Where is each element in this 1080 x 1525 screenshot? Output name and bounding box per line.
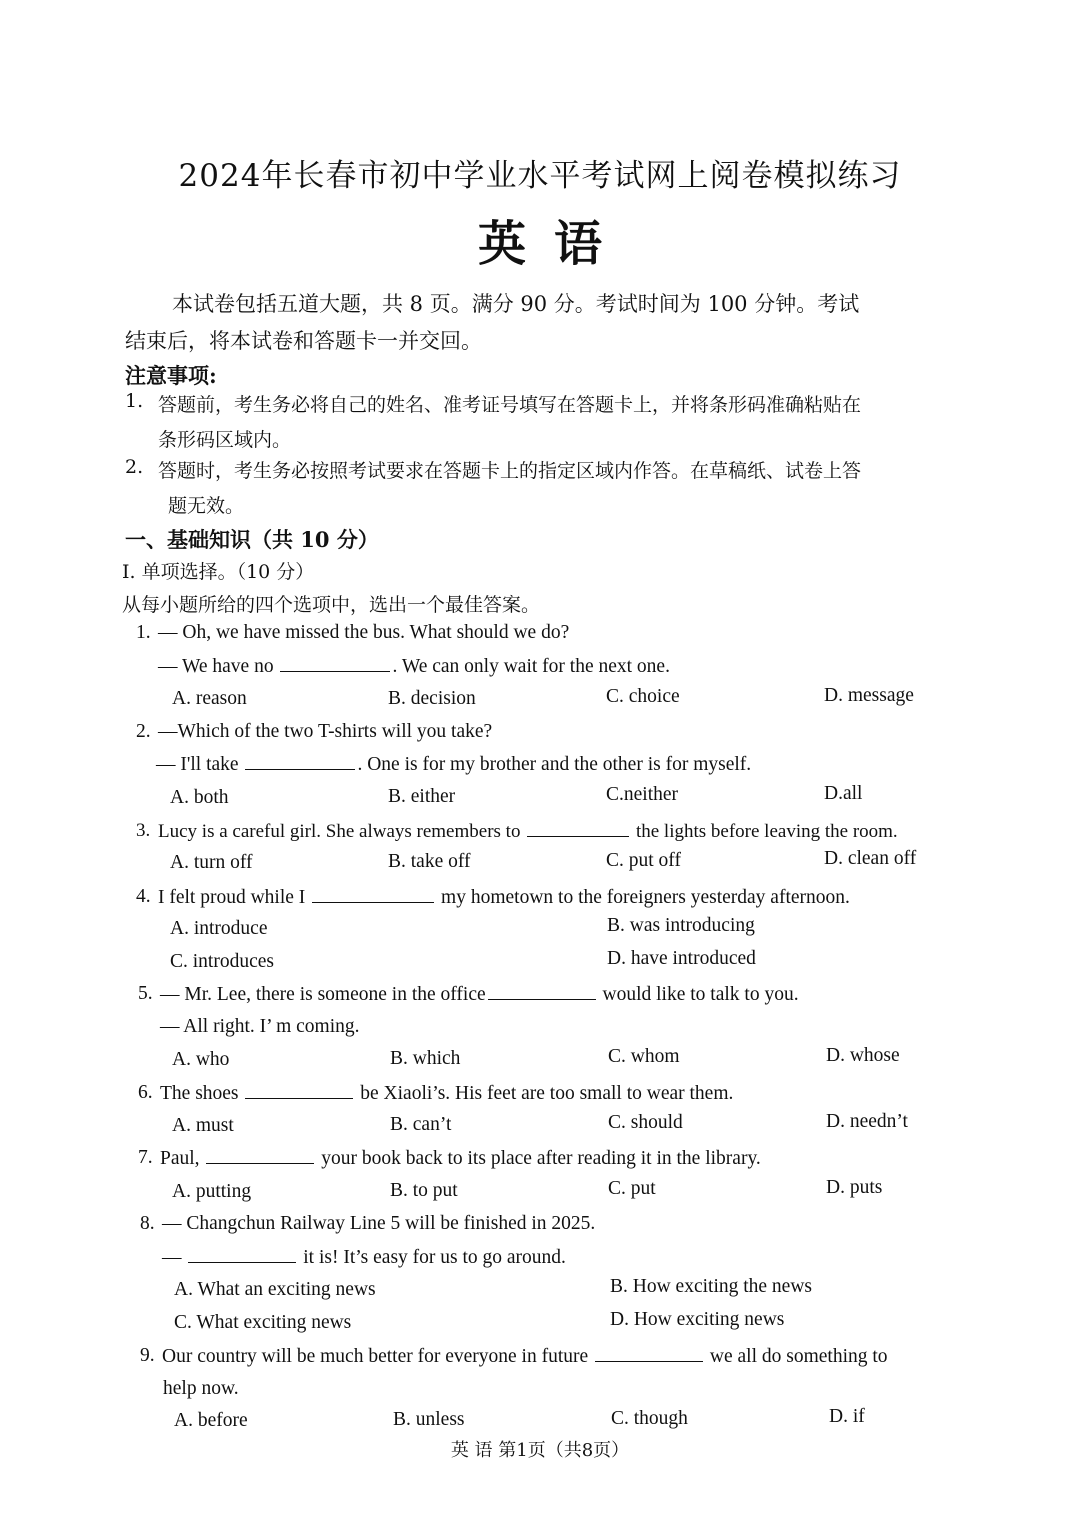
question-text: — Oh, we have missed the bus. What should we do? [158,622,570,643]
option-a: A. both [170,787,229,808]
notice-item-text: 题无效。 [168,495,245,517]
option-a: A. What an exciting news [174,1279,376,1300]
option-d: D. if [829,1406,865,1427]
option-b: B. How exciting the news [610,1276,813,1297]
option-d: D. whose [826,1045,900,1066]
question-number: 1. [136,622,151,643]
option-c: C.neither [606,784,679,805]
option-c: C. introduces [170,951,274,972]
question-number: 8. [140,1213,155,1234]
answer-blank [206,1147,314,1164]
answer-blank [245,753,355,770]
option-c: C. What exciting news [174,1312,352,1333]
intro-line-2: 结束后，将本试卷和答题卡一并交回。 [125,329,482,353]
option-b: B. to put [390,1180,458,1201]
question-text: help now. [163,1378,239,1399]
answer-blank [312,886,434,903]
page-footer: 英 语 第1页（共8页） [450,1440,630,1461]
question-text: — All right. I’ m coming. [160,1016,360,1037]
option-b: B. unless [393,1409,465,1430]
answer-blank [188,1246,296,1263]
option-a: A. introduce [170,918,268,939]
option-d: D.all [824,783,863,804]
question-number: 4. [136,886,151,907]
part-heading: I. 单项选择。（10 分） [122,561,315,583]
option-d: D. needn’t [826,1111,908,1132]
answer-blank [527,820,629,837]
question-text: Lucy is a careful girl. She always remembers to the lights before leaving the room. [158,821,898,842]
question-number: 9. [140,1345,155,1366]
question-number: 7. [138,1147,153,1168]
answer-blank [245,1082,353,1099]
option-d: D. message [824,685,914,706]
question-text: — We have no . We can only wait for the next one. [158,656,670,677]
option-b: B. take off [388,851,471,872]
exam-title: 2024年长春市初中学业水平考试网上阅卷模拟练习 [178,158,902,194]
question-number: 3. [136,820,151,841]
intro-line-1: 本试卷包括五道大题，共 8 页。满分 90 分。考试时间为 100 分钟。考试 [172,292,860,316]
question-text: Our country will be much better for everyone in future we all do something to [162,1346,888,1367]
notice-item-number: 2. [125,456,144,478]
question-text: — Changchun Railway Line 5 will be finished in 2025. [162,1213,596,1234]
option-d: D. How exciting news [610,1309,785,1330]
section-heading: 一、基础知识（共 10 分） [125,527,379,552]
option-c: C. though [611,1408,688,1429]
option-d: D. puts [826,1177,883,1198]
question-text: — it is! It’s easy for us to go around. [162,1247,566,1268]
question-text: Paul, your book back to its place after reading it in the library. [160,1148,761,1169]
option-d: D. clean off [824,848,917,869]
option-b: B. can’t [390,1114,452,1135]
option-c: C. whom [608,1046,680,1067]
option-a: A. must [172,1115,234,1136]
answer-blank [595,1345,703,1362]
option-a: A. before [174,1410,248,1431]
question-number: 2. [136,721,151,742]
question-number: 5. [138,983,153,1004]
option-b: B. which [390,1048,461,1069]
question-text: — Mr. Lee, there is someone in the office would like to talk to you. [160,984,799,1005]
option-a: A. who [172,1049,230,1070]
notice-item-text: 答题时，考生务必按照考试要求在答题卡上的指定区域内作答。在草稿纸、试卷上答 [158,460,862,482]
question-text: I felt proud while I my hometown to the foreigners yesterday afternoon. [158,887,850,908]
question-text: — I'll take . One is for my brother and the other is for myself. [156,754,752,775]
question-number: 6. [138,1082,153,1103]
subject-title: 英语 [477,216,630,272]
notice-item-text: 条形码区域内。 [158,429,292,451]
option-a: A. turn off [170,852,253,873]
option-c: C. put [608,1178,656,1199]
notice-item-number: 1. [125,390,144,412]
option-c: C. choice [606,686,680,707]
option-d: D. have introduced [607,948,756,969]
option-a: A. putting [172,1181,252,1202]
question-text: —Which of the two T-shirts will you take? [158,721,493,742]
question-text: The shoes be Xiaoli’s. His feet are too small to wear them. [160,1083,734,1104]
option-b: B. either [388,786,456,807]
option-c: C. should [608,1112,683,1133]
answer-blank [280,655,390,672]
option-b: B. was introducing [607,915,755,936]
option-b: B. decision [388,688,476,709]
instruction: 从每小题所给的四个选项中，选出一个最佳答案。 [122,594,541,616]
notice-item-text: 答题前，考生务必将自己的姓名、准考证号填写在答题卡上，并将条形码准确粘贴在 [158,394,862,416]
option-c: C. put off [606,850,681,871]
notice-heading: 注意事项: [125,363,217,388]
option-a: A. reason [172,688,247,709]
answer-blank [488,983,596,1000]
